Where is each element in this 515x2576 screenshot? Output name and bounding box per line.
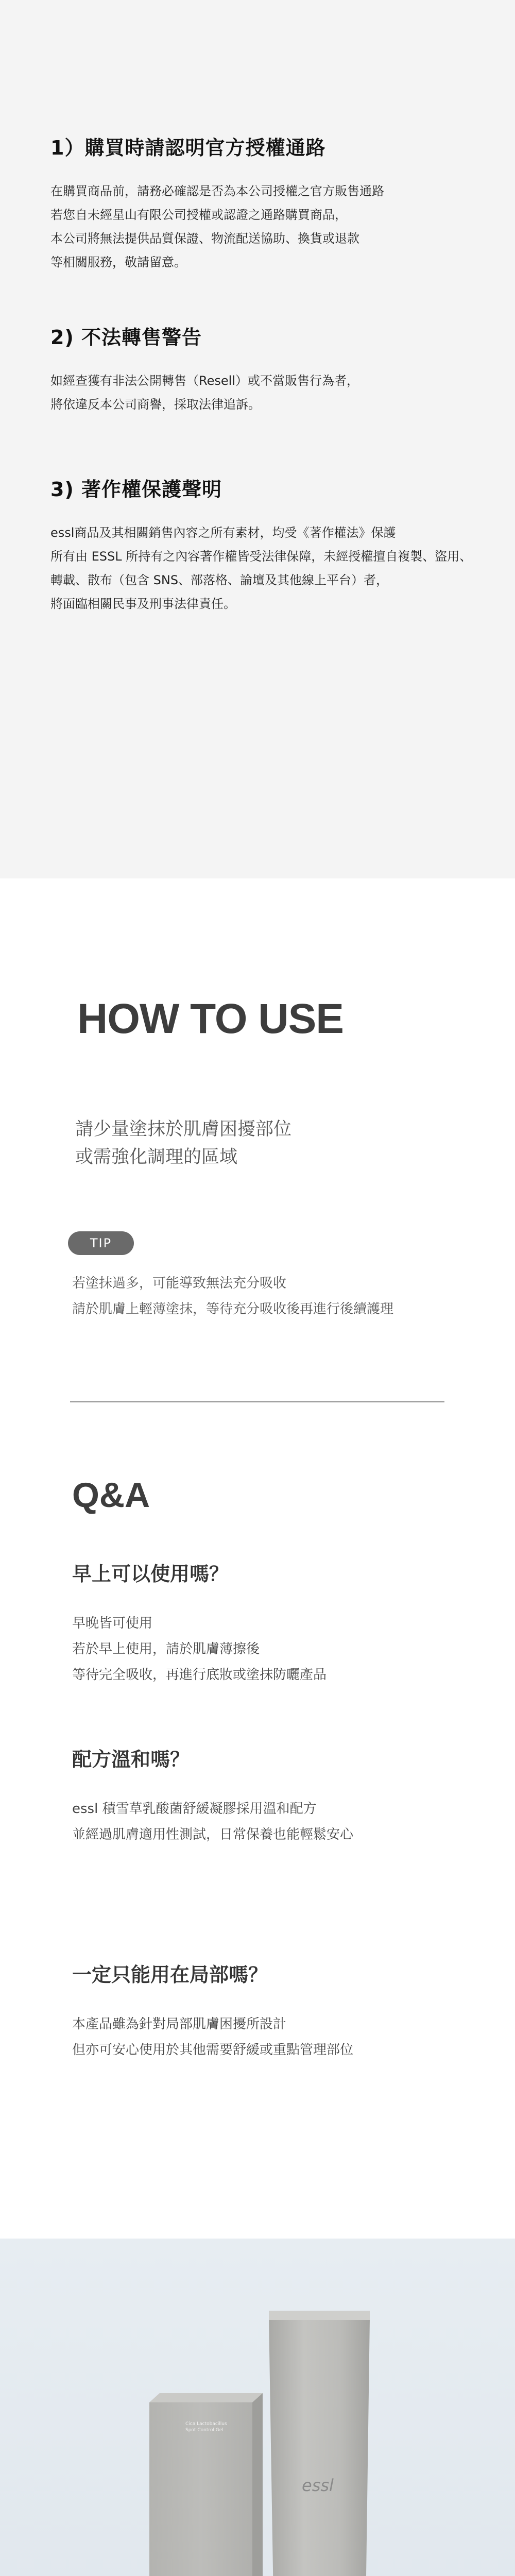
product-tube	[269, 2311, 370, 2576]
qa-item-spot-only	[72, 1962, 464, 2063]
how-to-use-instructions	[75, 1115, 291, 1171]
product-photo-section	[0, 2239, 515, 2576]
notice-title: 1）購買時請認明官方授權通路	[50, 137, 326, 159]
notice-resale-warning	[50, 325, 493, 416]
section-divider	[70, 1401, 444, 1402]
tube-brand-logo: essl	[302, 2476, 334, 2495]
notice-title: 3) 著作權保護聲明	[50, 478, 222, 501]
notice-line: 在購買商品前，請務必確認是否為本公司授權之官方販售通路	[50, 184, 384, 198]
qa-question: 一定只能用在局部嗎？	[72, 1963, 268, 1986]
notice-title: 2) 不法轉售警告	[50, 326, 202, 349]
notice-line: 將面臨相關民事及刑事法律責任。	[50, 597, 236, 611]
notice-line: 轉載、散布（包含 SNS、部落格、論壇及其他線上平台）者，	[50, 573, 389, 587]
answer-line: 但亦可安心使用於其他需要舒緩或重點管理部位	[72, 2042, 354, 2058]
notice-line: 將依違反本公司商譽，採取法律追訴。	[50, 397, 261, 412]
product-photo	[0, 2239, 515, 2576]
notice-copyright	[50, 477, 493, 616]
qa-answer	[72, 1611, 464, 1688]
notice-authorized-channels	[50, 135, 493, 274]
answer-line: 早晚皆可使用	[72, 1616, 153, 1631]
tip-line: 請於肌膚上輕薄塗抹，等待充分吸收後再進行後續護理	[72, 1301, 394, 1317]
answer-line: 若於早上使用，請於肌膚薄擦後	[72, 1641, 260, 1657]
qa-question: 早上可以使用嗎？	[72, 1563, 229, 1585]
box-label-line1: Cica Lactobacillus	[185, 2421, 227, 2427]
qa-item-gentle-formula	[72, 1747, 464, 1848]
qa-heading: Q&A	[72, 1476, 150, 1515]
answer-line: essl 積雪草乳酸菌舒緩凝膠採用溫和配方	[72, 1801, 317, 1817]
instruction-line: 或需強化調理的區域	[75, 1147, 238, 1167]
notice-line: 所有由 ESSL 所持有之內容著作權皆受法律保障，未經授權擅自複製、盜用、	[50, 549, 472, 564]
notice-line: 若您自未經星山有限公司授權或認證之通路購買商品，	[50, 208, 347, 222]
notice-line: essl商品及其相關銷售內容之所有素材，均受《著作權法》保護	[50, 526, 396, 540]
notice-body	[50, 521, 493, 616]
instruction-line: 請少量塗抹於肌膚困擾部位	[75, 1119, 292, 1140]
answer-line: 並經過肌膚適用性測試，日常保養也能輕鬆安心	[72, 1827, 354, 1842]
answer-line: 等待完全吸收，再進行底妝或塗抹防曬產品	[72, 1667, 327, 1683]
notice-line: 本公司將無法提供品質保證、物流配送協助、換貨或退款	[50, 231, 359, 246]
notice-body	[50, 369, 493, 416]
box-label-line2: Spot Control Gel	[185, 2428, 224, 2433]
tip-badge: TIP	[68, 1231, 134, 1255]
qa-question: 配方溫和嗎？	[72, 1748, 190, 1771]
tip-line: 若塗抹過多，可能導致無法充分吸收	[72, 1276, 287, 1291]
notice-body	[50, 179, 493, 274]
answer-line: 本產品雖為針對局部肌膚困擾所設計	[72, 2016, 287, 2032]
tip-text	[72, 1270, 393, 1322]
qa-answer	[72, 2011, 464, 2063]
purchase-notice-section	[0, 0, 515, 878]
qa-item-morning-use	[72, 1561, 464, 1688]
notice-line: 如經查獲有非法公開轉售（Resell）或不當販售行為者，	[50, 374, 359, 388]
product-box-upright	[149, 2393, 263, 2576]
qa-answer	[72, 1796, 464, 1848]
how-to-use-heading: HOW TO USE	[77, 995, 344, 1042]
notice-line: 等相關服務，敬請留意。	[50, 255, 186, 269]
